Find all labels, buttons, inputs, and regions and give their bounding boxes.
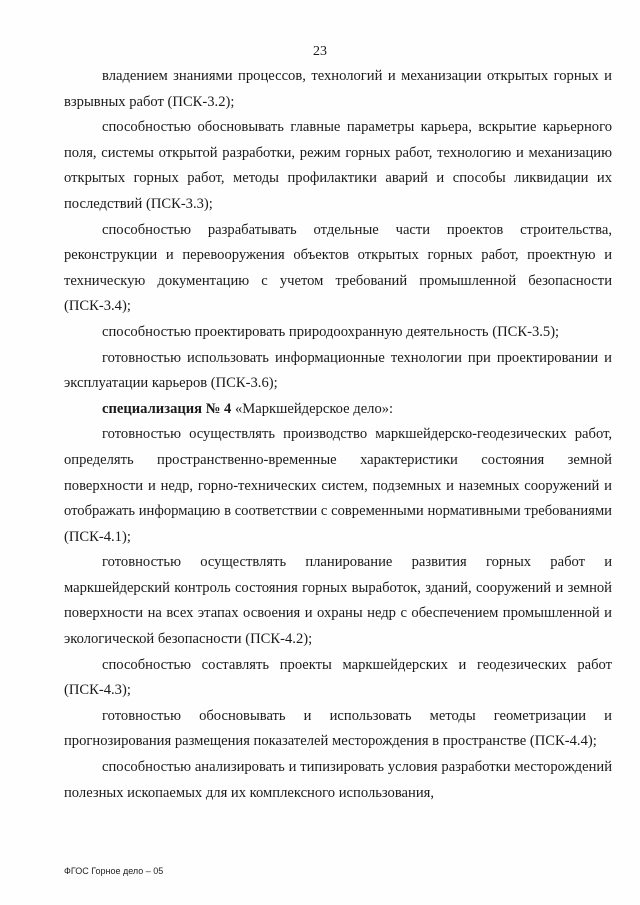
paragraph-psk-3-3: способностью обосновывать главные параметры карьера, вскрытие карьерного поля, системы открытой разработки, режим горных работ, технологию и механизацию открытых горных работ, методы профилактики аварий и способы ликвидации их последствий (ПСК-3.3); [64,119,612,212]
document-body [64,64,612,806]
specialization-label: специализация № 4 [102,400,232,417]
footer-label: ФГОС Горное дело – 05 [64,866,164,876]
paragraph-psk-4-1: готовностью осуществлять производство маркшейдерско-геодезических работ, определять пространственно-временные характеристики состояния земной поверхности и недр, горно-технических систем, подземных и наземных сооружений и отображать информацию в соответствии с современными нормативными требованиями (ПСК-4.1); [64,426,612,545]
paragraph-psk-3-4: способностью разрабатывать отдельные части проектов строительства, реконструкции и перевооружения объектов открытых горных работ, проектную и техническую документацию с учетом требований промышленной безопасности (ПСК-3.4); [64,221,612,315]
specialization-title: «Маркшейдерское дело»: [231,400,394,417]
paragraph-psk-3-6: готовностью использовать информационные технологии при проектировании и эксплуатации карьеров (ПСК-3.6); [64,349,612,392]
paragraph-psk-4-5: способностью анализировать и типизировать условия разработки месторождений полезных ископаемых для их комплексного использования, [64,759,612,801]
page-number: 23 [313,44,327,59]
paragraph-psk-4-4: готовностью обосновывать и использовать методы геометризации и прогнозирования размещения показателей месторождения в пространстве (ПСК-4.4); [64,707,612,750]
paragraph-psk-3-2: владением знаниями процессов, технологий и механизации открытых горных и взрывных работ (ПСК-3.2); [64,68,612,110]
paragraph-psk-4-3: способностью составлять проекты маркшейдерских и геодезических работ (ПСК-4.3); [64,656,612,699]
specialization-heading [64,397,612,423]
paragraph-psk-3-5: способностью проектировать природоохранную деятельность (ПСК-3.5); [102,323,560,340]
paragraph-psk-4-2: готовностью осуществлять планирование развития горных работ и маркшейдерский контроль состояния горных выработок, зданий, сооружений и земной поверхности на всех этапах освоения и охраны недр с обеспечением промышленной и экологической безопасности (ПСК-4.2); [64,554,612,648]
